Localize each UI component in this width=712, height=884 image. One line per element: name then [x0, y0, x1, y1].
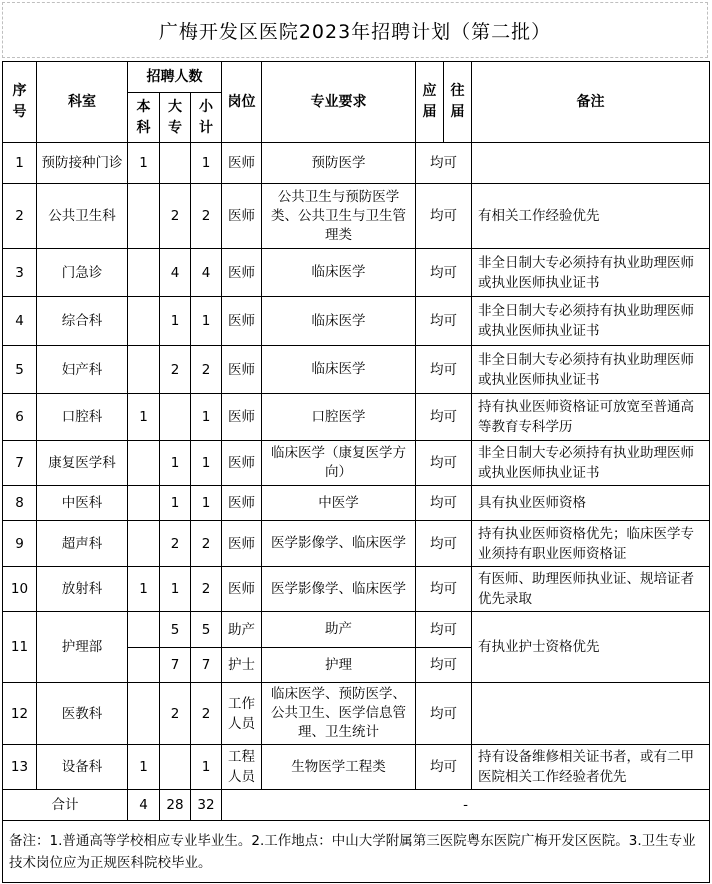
header-college: 大专 — [160, 93, 191, 143]
cell-grad: 均可 — [416, 346, 472, 394]
table-row — [3, 249, 710, 297]
cell-bachelor — [128, 648, 160, 683]
cell-major: 预防医学 — [262, 143, 416, 184]
cell-remark: 具有执业医师资格 — [472, 486, 710, 521]
cell-college: 4 — [160, 249, 191, 297]
cell-major: 临床医学 — [262, 249, 416, 297]
cell-remark: 有执业护士资格优先 — [472, 612, 710, 683]
cell-dept: 公共卫生科 — [37, 184, 128, 249]
cell-no: 7 — [3, 441, 37, 486]
cell-position: 助产 — [222, 612, 262, 648]
cell-bachelor — [128, 249, 160, 297]
cell-dept: 口腔科 — [37, 394, 128, 441]
cell-position: 医师 — [222, 346, 262, 394]
cell-bachelor — [128, 612, 160, 648]
cell-bachelor: 1 — [128, 143, 160, 184]
cell-major: 临床医学、预防医学、公共卫生、医学信息管理、卫生统计 — [262, 683, 416, 745]
cell-no: 9 — [3, 521, 37, 567]
table-row — [3, 297, 710, 346]
cell-college: 2 — [160, 346, 191, 394]
cell-position: 医师 — [222, 297, 262, 346]
cell-no: 4 — [3, 297, 37, 346]
cell-remark: 非全日制大专必须持有执业助理医师或执业医师执业证书 — [472, 297, 710, 346]
header-remark: 备注 — [472, 62, 710, 143]
header-count-group: 招聘人数 — [128, 62, 222, 93]
cell-position: 医师 — [222, 441, 262, 486]
cell-position: 医师 — [222, 249, 262, 297]
table-row — [3, 486, 710, 521]
cell-bachelor — [128, 184, 160, 249]
cell-bachelor: 1 — [128, 745, 160, 790]
cell-dept: 预防接种门诊 — [37, 143, 128, 184]
cell-remark: 有相关工作经验优先 — [472, 184, 710, 249]
recruitment-table — [2, 61, 710, 883]
cell-remark: 持有执业医师资格优先；临床医学专业须持有职业医师资格证 — [472, 521, 710, 567]
cell-grad: 均可 — [416, 567, 472, 612]
cell-grad: 均可 — [416, 648, 472, 683]
cell-grad: 均可 — [416, 143, 472, 184]
cell-major: 生物医学工程类 — [262, 745, 416, 790]
cell-subtotal: 2 — [191, 184, 222, 249]
total-subtotal: 32 — [191, 790, 222, 821]
title-box — [2, 2, 708, 58]
cell-position: 护士 — [222, 648, 262, 683]
cell-dept: 妇产科 — [37, 346, 128, 394]
cell-dept: 设备科 — [37, 745, 128, 790]
cell-major: 中医学 — [262, 486, 416, 521]
cell-major: 医学影像学、临床医学 — [262, 521, 416, 567]
cell-subtotal: 1 — [191, 441, 222, 486]
cell-major: 口腔医学 — [262, 394, 416, 441]
cell-remark: 非全日制大专必须持有执业助理医师或执业医师执业证书 — [472, 441, 710, 486]
cell-grad: 均可 — [416, 612, 472, 648]
cell-college: 2 — [160, 184, 191, 249]
cell-dept: 护理部 — [37, 612, 128, 683]
cell-bachelor — [128, 346, 160, 394]
table-row — [3, 745, 710, 790]
table-row — [3, 184, 710, 249]
cell-subtotal: 5 — [191, 612, 222, 648]
cell-subtotal: 2 — [191, 683, 222, 745]
cell-bachelor — [128, 297, 160, 346]
cell-remark: 持有设备维修相关证书者，或有二甲医院相关工作经验者优先 — [472, 745, 710, 790]
total-label: 合计 — [3, 790, 128, 821]
cell-subtotal: 2 — [191, 567, 222, 612]
cell-grad: 均可 — [416, 184, 472, 249]
cell-no: 6 — [3, 394, 37, 441]
cell-major: 护理 — [262, 648, 416, 683]
cell-grad: 均可 — [416, 394, 472, 441]
cell-college: 1 — [160, 567, 191, 612]
cell-college — [160, 394, 191, 441]
cell-college: 5 — [160, 612, 191, 648]
cell-remark — [472, 143, 710, 184]
cell-subtotal: 2 — [191, 346, 222, 394]
cell-college: 1 — [160, 441, 191, 486]
table-row-nursing-a — [3, 612, 710, 648]
cell-position: 医师 — [222, 521, 262, 567]
cell-grad: 均可 — [416, 249, 472, 297]
cell-no: 11 — [3, 612, 37, 683]
footnote-row — [3, 821, 710, 883]
cell-college: 7 — [160, 648, 191, 683]
cell-position: 医师 — [222, 184, 262, 249]
cell-bachelor — [128, 683, 160, 745]
cell-subtotal: 1 — [191, 745, 222, 790]
cell-subtotal: 1 — [191, 297, 222, 346]
cell-dept: 门急诊 — [37, 249, 128, 297]
total-row — [3, 790, 710, 821]
cell-no: 1 — [3, 143, 37, 184]
cell-college: 1 — [160, 297, 191, 346]
header-dept: 科室 — [37, 62, 128, 143]
cell-no: 8 — [3, 486, 37, 521]
table-row — [3, 567, 710, 612]
cell-college: 1 — [160, 486, 191, 521]
total-bachelor: 4 — [128, 790, 160, 821]
table-row — [3, 521, 710, 567]
header-bachelor: 本科 — [128, 93, 160, 143]
cell-no: 12 — [3, 683, 37, 745]
cell-dept: 超声科 — [37, 521, 128, 567]
cell-subtotal: 7 — [191, 648, 222, 683]
table-row — [3, 394, 710, 441]
header-subtotal: 小计 — [191, 93, 222, 143]
header-past: 往届 — [444, 62, 472, 143]
cell-no: 3 — [3, 249, 37, 297]
cell-position: 医师 — [222, 394, 262, 441]
cell-position: 工程人员 — [222, 745, 262, 790]
cell-remark: 有医师、助理医师执业证、规培证者优先录取 — [472, 567, 710, 612]
cell-bachelor — [128, 521, 160, 567]
cell-major: 医学影像学、临床医学 — [262, 567, 416, 612]
cell-bachelor: 1 — [128, 394, 160, 441]
cell-remark: 持有执业医师资格证可放宽至普通高等教育专科学历 — [472, 394, 710, 441]
cell-subtotal: 4 — [191, 249, 222, 297]
cell-subtotal: 1 — [191, 486, 222, 521]
cell-position: 工作人员 — [222, 683, 262, 745]
cell-position: 医师 — [222, 143, 262, 184]
cell-major: 临床医学 — [262, 346, 416, 394]
cell-grad: 均可 — [416, 521, 472, 567]
cell-grad: 均可 — [416, 486, 472, 521]
table-row — [3, 441, 710, 486]
cell-grad: 均可 — [416, 441, 472, 486]
total-college: 28 — [160, 790, 191, 821]
cell-grad: 均可 — [416, 745, 472, 790]
footnote: 备注：1.普通高等学校相应专业毕业生。2.工作地点：中山大学附属第三医院粤东医院广梅开发区医院。3.卫生专业技术岗位应为正规医科院校毕业。 — [3, 821, 710, 883]
cell-major: 公共卫生与预防医学类、公共卫生与卫生管理类 — [262, 184, 416, 249]
cell-remark: 非全日制大专必须持有执业助理医师或执业医师执业证书 — [472, 249, 710, 297]
cell-bachelor — [128, 441, 160, 486]
cell-bachelor: 1 — [128, 567, 160, 612]
cell-bachelor — [128, 486, 160, 521]
cell-college: 2 — [160, 683, 191, 745]
cell-dept: 综合科 — [37, 297, 128, 346]
cell-college — [160, 143, 191, 184]
cell-position: 医师 — [222, 486, 262, 521]
table-row — [3, 346, 710, 394]
table-row — [3, 143, 710, 184]
cell-major: 助产 — [262, 612, 416, 648]
total-rest: - — [222, 790, 710, 821]
cell-no: 5 — [3, 346, 37, 394]
cell-remark: 非全日制大专必须持有执业助理医师或执业医师执业证书 — [472, 346, 710, 394]
header-fresh: 应届 — [416, 62, 444, 143]
cell-college — [160, 745, 191, 790]
cell-no: 13 — [3, 745, 37, 790]
cell-dept: 中医科 — [37, 486, 128, 521]
cell-major: 临床医学 — [262, 297, 416, 346]
cell-subtotal: 1 — [191, 143, 222, 184]
cell-grad: 均可 — [416, 297, 472, 346]
cell-subtotal: 1 — [191, 394, 222, 441]
cell-dept: 医教科 — [37, 683, 128, 745]
cell-major: 临床医学（康复医学方向） — [262, 441, 416, 486]
cell-no: 10 — [3, 567, 37, 612]
cell-remark — [472, 683, 710, 745]
cell-dept: 康复医学科 — [37, 441, 128, 486]
header-major: 专业要求 — [262, 62, 416, 143]
header-position: 岗位 — [222, 62, 262, 143]
table-row — [3, 683, 710, 745]
page-title: 广梅开发区医院2023年招聘计划（第二批） — [158, 21, 552, 43]
header-row-1 — [3, 62, 710, 93]
cell-college: 2 — [160, 521, 191, 567]
cell-dept: 放射科 — [37, 567, 128, 612]
cell-subtotal: 2 — [191, 521, 222, 567]
cell-no: 2 — [3, 184, 37, 249]
cell-position: 医师 — [222, 567, 262, 612]
header-no: 序号 — [3, 62, 37, 143]
cell-grad: 均可 — [416, 683, 472, 745]
